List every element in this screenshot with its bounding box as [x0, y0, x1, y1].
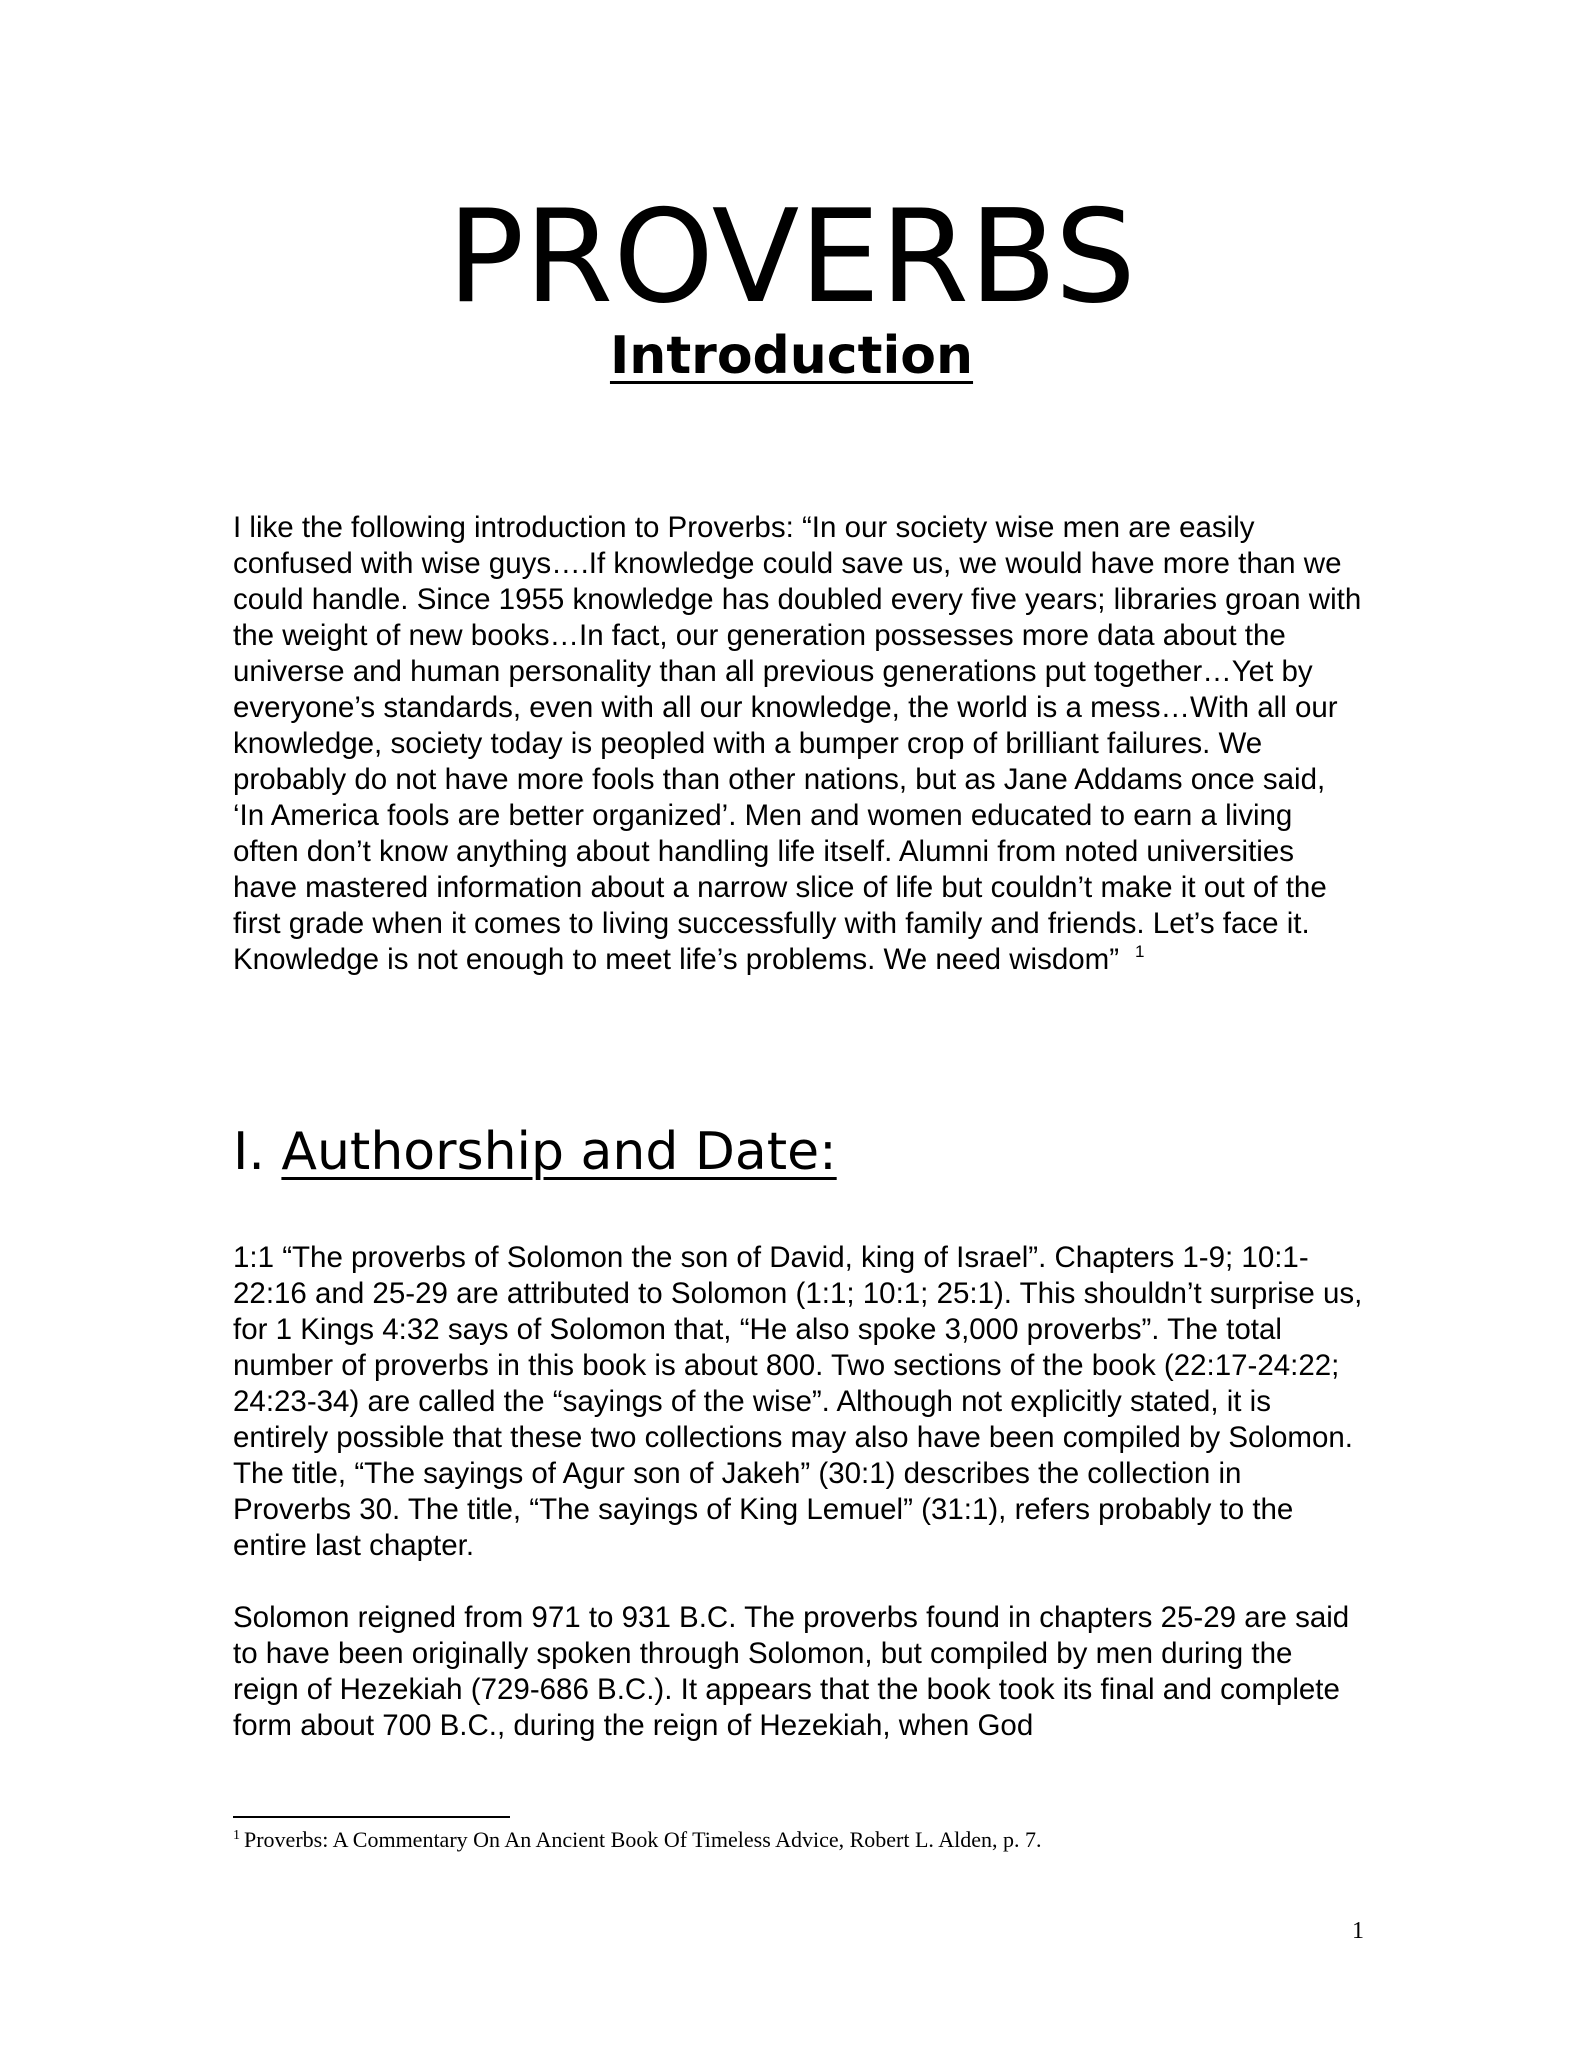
footnote-text: Proverbs: A Commentary On An Ancient Book Of Timeless Advice, Robert L. Alden, p. 7.: [244, 1827, 1042, 1852]
footnote-number: 1: [233, 1828, 240, 1843]
authorship-paragraph-2: Solomon reigned from 971 to 931 B.C. The proverbs found in chapters 25-29 are said to have been originally spoken through Solomon, but compiled by men during the reign of Hezekiah (729-686 B.C.). It appears that the book took its final and complete form about 700 B.C., during the reign of Hezekiah, when God: [233, 1601, 1350, 1742]
authorship-paragraph-1: 1:1 “The proverbs of Solomon the son of David, king of Israel”. Chapters 1-9; 10:1-22:16 and 25-29 are attributed to Solomon (1:1; 10:1; 25:1). This shouldn’t surprise us, for 1 Kings 4:32 says of Solomon that, “He also spoke 3,000 proverbs”. The total number of proverbs in this book is about 800. Two sections of the book (22:17-24:22; 24:23-34) are called the “sayings of the wise”. Although not explicitly stated, it is entirely possible that these two collections may also have been compiled by Solomon. The title, “The sayings of Agur son of Jakeh” (30:1) describes the collection in Proverbs 30. The title, “The sayings of King Lemuel” (31:1), refers probably to the entire last chapter.: [233, 1241, 1363, 1562]
section-number: I.: [233, 1122, 265, 1182]
subtitle-text: Introduction: [609, 326, 974, 386]
section-title: Authorship and Date:: [281, 1122, 837, 1182]
footnote-separator: [233, 1816, 510, 1818]
section-heading: [233, 1120, 837, 1184]
footnote: [233, 1826, 1041, 1854]
page-number: 1: [1352, 1918, 1364, 1944]
intro-paragraph-text: I like the following introduction to Proverbs: “In our society wise men are easily confused with wise guys….If knowledge could save us, we would have more than we could handle. Since 1955 knowledge has doubled every five years; libraries groan with the weight of new books…In fact, our generation possesses more data about the universe and human personality than all previous generations put together…Yet by everyone’s standards, even with all our knowledge, the world is a mess…With all our knowledge, society today is peopled with a bumper crop of brilliant failures. We probably do not have more fools than other nations, but as Jane Addams once said, ‘In America fools are better organized’. Men and women educated to earn a living often don’t know anything about handling life itself. Alumni from noted universities have mastered information about a narrow slice of life but couldn’t make it out of the first grade when it comes to living successfully with family and friends. Let’s face it. Knowledge is not enough to meet life’s problems. We need wisdom”: [233, 511, 1362, 976]
document-title: PROVERBS: [447, 183, 1136, 332]
document-subtitle: [0, 326, 1583, 386]
intro-paragraph: [233, 510, 1363, 978]
footnote-reference[interactable]: 1: [1135, 942, 1145, 961]
